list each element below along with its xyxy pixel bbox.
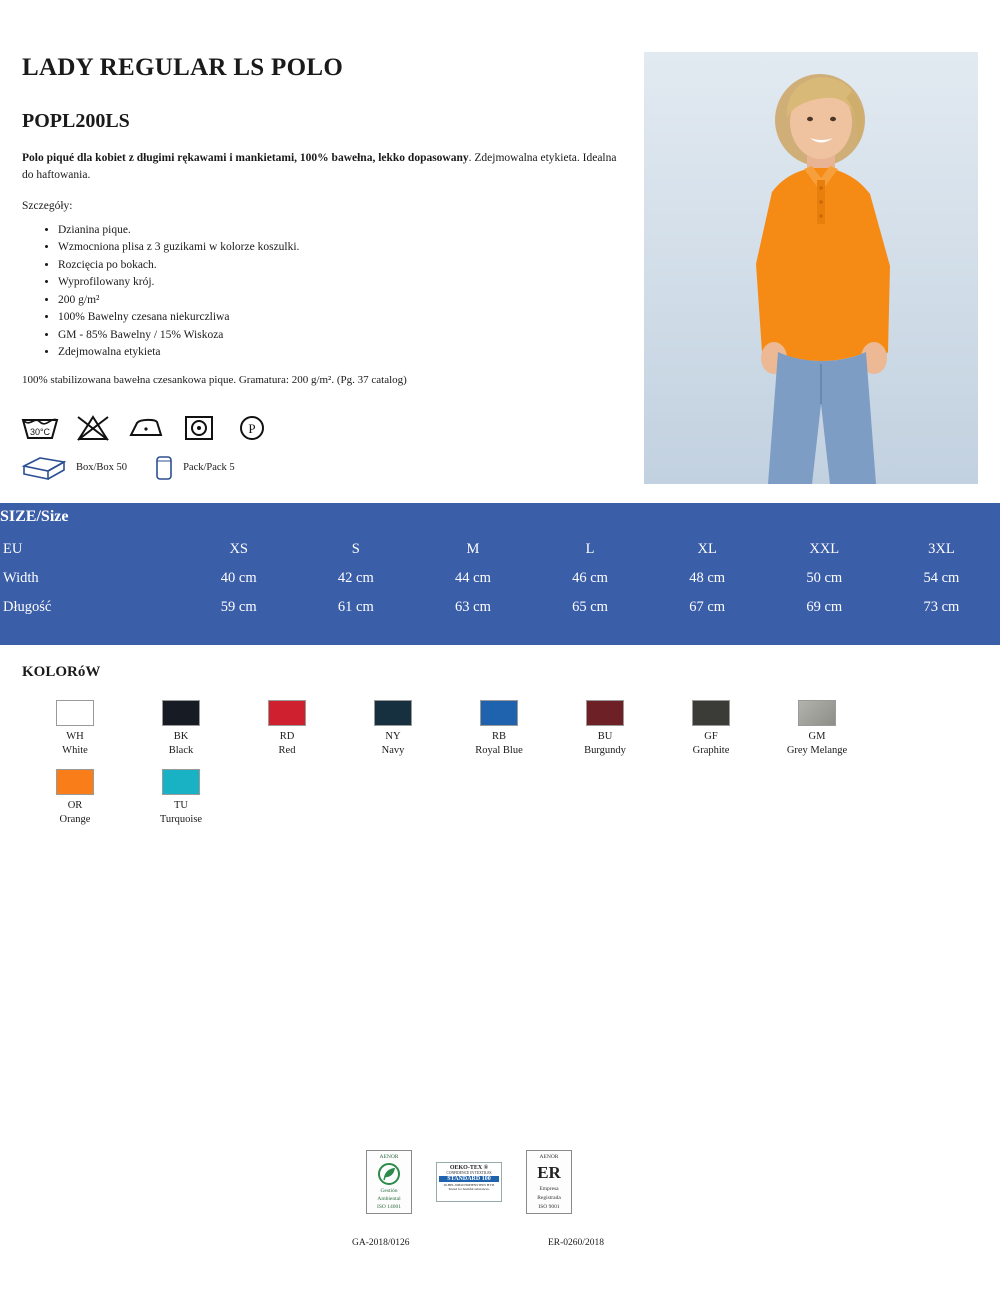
color-chip: [480, 700, 518, 726]
details-label: Szczegóły:: [22, 200, 73, 212]
list-item: • 200 g/m²: [58, 292, 299, 309]
color-code: BK: [173, 731, 189, 742]
color-name: White: [62, 744, 88, 756]
list-item: • Wyprofilowany krój.: [58, 274, 299, 291]
product-description: [22, 150, 622, 183]
color-swatch[interactable]: [22, 700, 128, 757]
color-code: NY: [385, 731, 401, 742]
list-item: • Dzianina pique.: [58, 222, 299, 239]
color-code: RB: [491, 731, 506, 742]
professional-clean-icon: [232, 412, 272, 442]
table-cell: XL: [697, 541, 717, 557]
color-chip: [374, 700, 412, 726]
oeko-code: 20.HPL.60840 HOHENSTEIN HTTI: [443, 1183, 495, 1187]
table-cell: 54 cm: [923, 570, 960, 586]
table-row: [0, 593, 1000, 622]
size-band: [0, 503, 1000, 535]
aenor-er-cert: [526, 1150, 572, 1214]
table-row: [0, 535, 1000, 564]
box-label: Box/Box 50: [76, 461, 128, 473]
iron-low-icon: [126, 412, 166, 442]
color-code: GF: [704, 731, 718, 742]
aenor-line1: Gestión: [380, 1188, 398, 1194]
oeko-standard: STANDARD 100: [439, 1176, 499, 1182]
color-code: TU: [174, 800, 188, 812]
color-chip: [268, 700, 306, 726]
color-chip: [798, 700, 836, 726]
list-item: • Zdejmowalna etykieta: [58, 344, 299, 361]
aenor-leaf-icon: [377, 1162, 401, 1186]
table-cell: S: [351, 541, 360, 557]
description-bold-text: Polo piqué dla kobiet z długimi rękawami i mankietami, 100% bawełna, lekko dopasowany: [22, 152, 469, 164]
color-chip: [56, 700, 94, 726]
no-bleach-icon: [73, 412, 113, 442]
certification-row: [366, 1150, 572, 1214]
table-cell: 3XL: [928, 541, 955, 557]
color-code: GM: [808, 731, 826, 742]
er-mark: ER: [537, 1163, 561, 1182]
list-item: • GM - 85% Bawelny / 15% Wiskoza: [58, 327, 299, 344]
color-name: Graphite: [692, 744, 730, 756]
table-cell: 46 cm: [572, 570, 608, 586]
color-code: BU: [597, 731, 613, 742]
svg-text:P: P: [248, 421, 256, 436]
er-iso: ISO 9001: [538, 1204, 560, 1210]
color-swatch[interactable]: [128, 769, 234, 826]
color-swatch[interactable]: [552, 700, 658, 757]
table-cell: XS: [229, 541, 248, 557]
color-code: WH: [66, 731, 84, 742]
color-chip: [56, 769, 94, 795]
color-chip: [162, 769, 200, 795]
color-code: OR: [67, 800, 83, 812]
color-swatch-list: [22, 700, 972, 839]
composition-text: 100% stabilizowana bawełna czesankowa pique. Gramatura: 200 g/m². (Pg. 37 catalog): [22, 374, 407, 386]
pack-label: Pack/Pack 5: [183, 461, 235, 473]
color-name: Grey Melange: [786, 744, 848, 756]
oeko-note: Tested for harmful substances.: [448, 1187, 490, 1191]
row-label: Width: [3, 570, 39, 586]
color-name: Orange: [59, 813, 91, 825]
table-cell: 67 cm: [689, 599, 726, 615]
aenor-line2: Ambiental: [377, 1196, 401, 1202]
color-swatch[interactable]: [22, 769, 128, 826]
table-cell: 42 cm: [337, 570, 374, 586]
description-rest-text: . Zdejmowalna etykieta. Idealna do haftowania.: [22, 152, 617, 181]
er-line2: Registrada: [537, 1195, 561, 1201]
size-table: [0, 535, 1000, 645]
packing-row: [20, 452, 235, 482]
aenor-iso: ISO 14001: [377, 1204, 401, 1210]
color-name: Burgundy: [584, 744, 626, 756]
row-label: Długość: [3, 599, 52, 615]
table-cell: M: [466, 541, 480, 557]
table-cell: XXL: [809, 541, 840, 557]
color-swatch[interactable]: [764, 700, 870, 757]
color-name: Royal Blue: [475, 744, 523, 756]
cert-caption-right: ER-0260/2018: [548, 1238, 604, 1248]
colors-title: KOLORóW: [22, 664, 101, 680]
table-cell: L: [585, 541, 595, 557]
tumble-dry-icon: [179, 412, 219, 442]
er-label: AENOR: [539, 1154, 559, 1160]
size-band-title: SIZE/Size: [0, 508, 69, 525]
page-title: LADY REGULAR LS POLO: [22, 54, 344, 81]
table-cell: 63 cm: [455, 599, 491, 615]
list-item: • Rozcięcia po bokach.: [58, 257, 299, 274]
color-name: Black: [168, 744, 194, 756]
product-reference: POPL200LS: [22, 110, 130, 132]
color-swatch[interactable]: [234, 700, 340, 757]
aenor-label: AENOR: [379, 1154, 399, 1160]
er-line1: Empresa: [539, 1186, 559, 1192]
pack-icon: [153, 452, 175, 482]
row-label: EU: [3, 541, 23, 557]
table-cell: 50 cm: [806, 570, 843, 586]
table-row: [0, 564, 1000, 593]
color-chip: [162, 700, 200, 726]
aenor-environment-cert: [366, 1150, 412, 1214]
color-swatch[interactable]: [340, 700, 446, 757]
color-code: RD: [279, 731, 295, 742]
table-cell: 69 cm: [806, 599, 843, 615]
table-cell: 48 cm: [689, 570, 726, 586]
color-swatch[interactable]: [128, 700, 234, 757]
table-cell: 65 cm: [572, 599, 608, 615]
color-name: Red: [278, 744, 296, 756]
color-chip: [692, 700, 730, 726]
table-cell: 73 cm: [923, 599, 960, 615]
color-chip: [586, 700, 624, 726]
color-swatch[interactable]: [446, 700, 552, 757]
oeko-title: OEKO-TEX ®: [449, 1165, 489, 1171]
box-icon: [20, 452, 68, 482]
oeko-tex-cert: [436, 1162, 502, 1202]
table-cell: 59 cm: [220, 599, 257, 615]
svg-text:30°C: 30°C: [29, 427, 51, 437]
list-item: • Wzmocniona plisa z 3 guzikami w kolorze koszulki.: [58, 239, 299, 256]
table-cell: 40 cm: [220, 570, 257, 586]
wash-30-icon: [20, 412, 60, 442]
color-name: Turquoise: [159, 813, 203, 825]
table-cell: 61 cm: [337, 599, 374, 615]
oeko-subtitle: CONFIDENCE IN TEXTILES: [446, 1171, 492, 1175]
list-item: • 100% Bawelny czesana niekurczliwa: [58, 309, 299, 326]
cert-caption-left: GA-2018/0126: [352, 1238, 410, 1248]
table-cell: 44 cm: [455, 570, 491, 586]
color-swatch[interactable]: [658, 700, 764, 757]
feature-list: [40, 222, 299, 362]
care-icon-row: [20, 412, 272, 442]
color-name: Navy: [381, 744, 405, 756]
product-photo: [644, 52, 978, 484]
